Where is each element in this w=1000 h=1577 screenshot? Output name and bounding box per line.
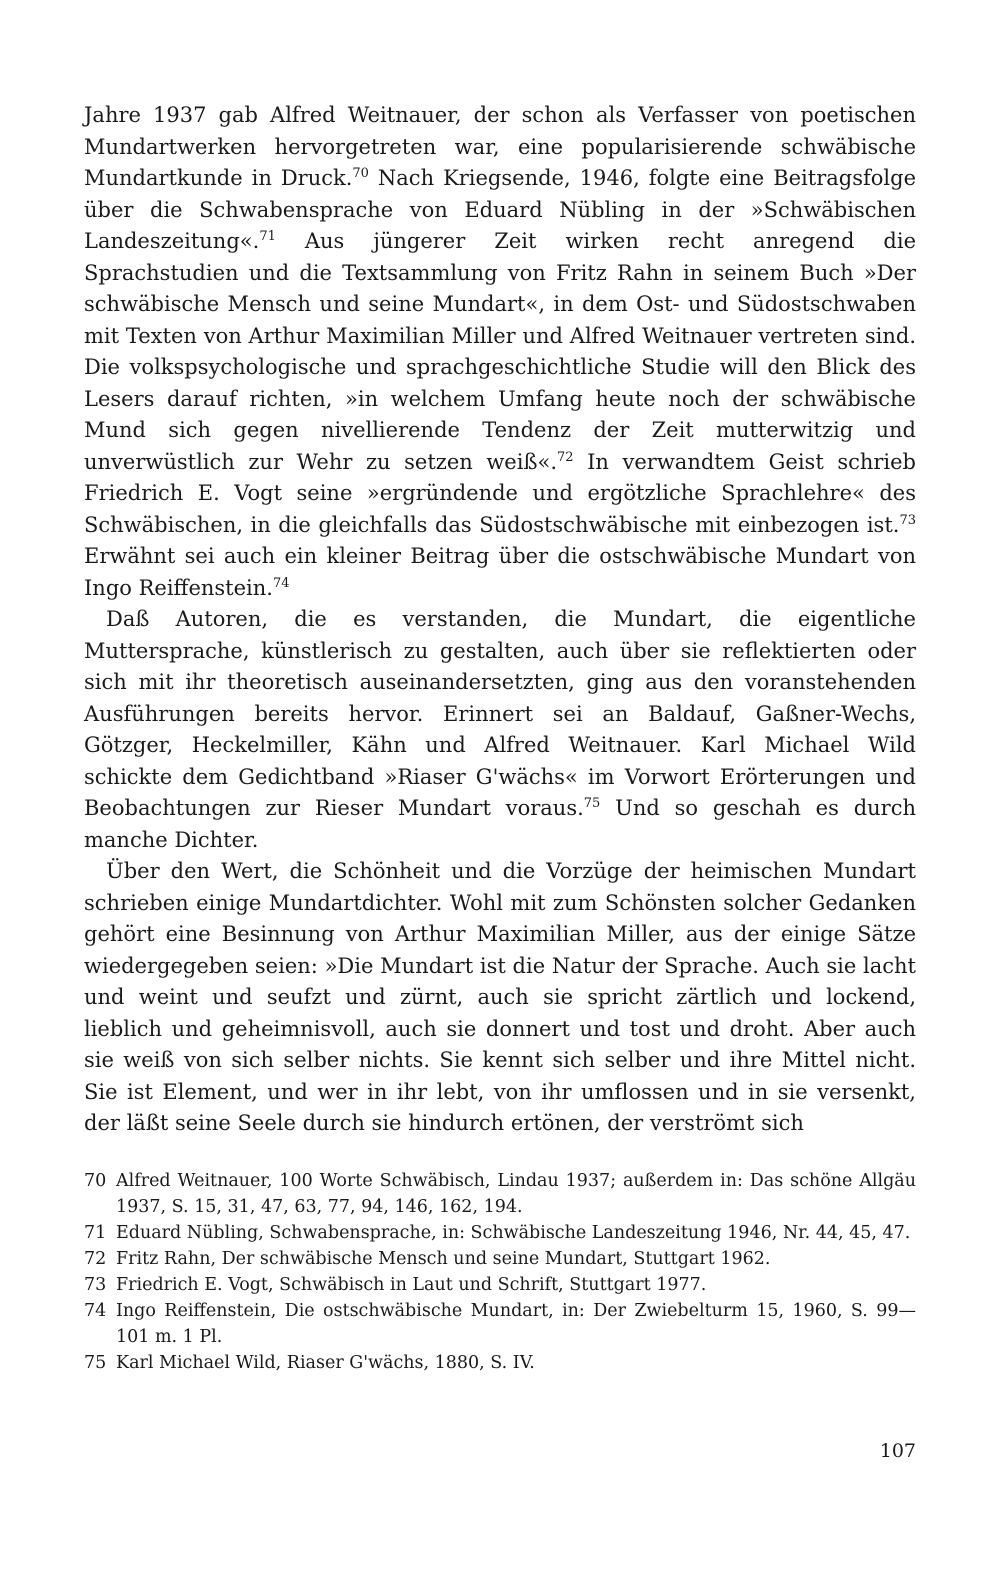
- paragraph-1-text-2: Nach Kriegsende, 1946, folgte eine Beitragsfolge über die Schwabensprache von Eduard Nübling in der »Schwäbischen Landeszeitung«.: [84, 166, 916, 253]
- footnote-ref-72[interactable]: 72: [557, 449, 574, 465]
- footnote-ref-74[interactable]: 74: [272, 575, 290, 591]
- paragraph-1-text-3: Aus jüngerer Zeit wirken recht anregend die Sprachstudien und die Textsammlung von Fritz Rahn in seinem Buch »Der schwäbische Mensch und seine Mundart«, in dem Ost- und Südostschwaben mit Texten von Arthur Maximilian Miller und Alfred Weitnauer vertreten sind. Die volkspsychologische und sprachgeschichtliche Studie will den Blick des Lesers darauf richten, »in welchem Umfang heute noch der schwäbische Mund sich gegen nivellierende Tendenz der Zeit mutterwitzig und unverwüstlich zur Wehr zu setzen weiß«.: [84, 229, 916, 474]
- footnote-text: Ingo Reiffenstein, Die ostschwäbische Mundart, in: Der Zwiebelturm 15, 1960, S. 99—101 m. 1 Pl.: [116, 1301, 916, 1347]
- page-number: 107: [879, 1440, 916, 1462]
- footnote-text: Karl Michael Wild, Riaser G'wächs, 1880, S. IV.: [116, 1353, 535, 1373]
- footnote-ref-71[interactable]: 71: [259, 229, 276, 244]
- paragraph-3-text-1: Über den Wert, die Schönheit und die Vorzüge der heimischen Mundart schrieben einige Mundartdichter. Wohl mit zum Schönsten solcher Gedanken gehört eine Besinnung von Arthur Maximilian Miller, aus der einige Sätze wiedergegeben seien: »Die Mundart ist die Natur der Sprache. Auch sie lacht und weint und seufzt und zürnt, auch sie spricht zärtlich und lockend, lieblich und geheimnisvoll, auch sie donnert und tost und droht. Aber auch sie weiß von sich selber nichts. Sie kennt sich selber und ihre Mittel nicht. Sie ist Element, und wer in ihr lebt, von ihr umflossen und in sie versenkt, der läßt seine Seele durch sie hindurch ertönen, der verströmt sich: [84, 859, 916, 1135]
- paragraph-2-text-2: Und so geschah es durch manche Dichter.: [84, 796, 916, 852]
- paragraph-1-text-1: Jahre 1937 gab Alfred Weitnauer, der schon als Verfasser von poetischen Mundartwerken hervorgetreten war, eine popularisierende schwäbische Mundartkunde in Druck.: [84, 103, 916, 190]
- footnote-number: 73: [84, 1275, 107, 1295]
- footnote-number: 72: [84, 1249, 107, 1269]
- footnote-text: Alfred Weitnauer, 100 Worte Schwäbisch, Lindau 1937; außerdem in: Das schöne Allgäu 1937, S. 15, 31, 47, 63, 77, 94, 146, 162, 194.: [116, 1171, 916, 1217]
- footnote-text: Eduard Nübling, Schwabensprache, in: Schwäbische Landeszeitung 1946, Nr. 44, 45, 47.: [116, 1223, 911, 1243]
- footnote-text: Friedrich E. Vogt, Schwäbisch in Laut und Schrift, Stuttgart 1977.: [116, 1275, 707, 1295]
- footnote-number: 74: [84, 1301, 107, 1321]
- footnote-73: [84, 1272, 916, 1298]
- footnote-text: Fritz Rahn, Der schwäbische Mensch und seine Mundart, Stuttgart 1962.: [116, 1249, 771, 1269]
- footnote-number: 70: [84, 1171, 107, 1191]
- footnote-70: [84, 1168, 916, 1220]
- footnote-ref-75[interactable]: 75: [583, 796, 601, 811]
- footnote-ref-73[interactable]: 73: [899, 512, 916, 528]
- footnote-71: [84, 1220, 916, 1246]
- paragraph-2: [84, 604, 916, 856]
- footnotes: [84, 1168, 916, 1376]
- footnote-74: [84, 1298, 916, 1350]
- footnote-number: 75: [84, 1353, 107, 1373]
- footnote-72: [84, 1246, 916, 1272]
- paragraph-2-text-1: Daß Autoren, die es verstanden, die Mundart, die eigentliche Muttersprache, künstlerisch zu gestalten, auch über sie reflektierten oder sich mit ihr theoretisch auseinandersetzten, ging aus den voranstehenden Ausführungen bereits hervor. Erinnert sei an Baldauf, Gaßner-Wechs, Götzger, Heckelmiller, Kähn und Alfred Weitnauer. Karl Michael Wild schickte dem Gedichtband »Riaser G'wächs« im Vorwort Erörterungen und Beobachtungen zur Rieser Mundart voraus.: [84, 607, 916, 820]
- paragraph-1-text-4: In verwandtem Geist schrieb Friedrich E. Vogt seine »ergründende und ergötzliche Sprachlehre« des Schwäbischen, in die gleichfalls das Südostschwäbische mit einbezogen ist.: [84, 449, 917, 537]
- paragraph-3: [84, 856, 916, 1140]
- footnote-ref-70[interactable]: 70: [352, 166, 369, 181]
- footnote-75: [84, 1350, 916, 1376]
- body-text: [84, 100, 916, 1140]
- paragraph-1: [84, 100, 916, 604]
- paragraph-1-text-5: Erwähnt sei auch ein kleiner Beitrag über die ostschwäbische Mundart von Ingo Reiffenstein.: [84, 544, 916, 600]
- footnote-number: 71: [84, 1223, 107, 1243]
